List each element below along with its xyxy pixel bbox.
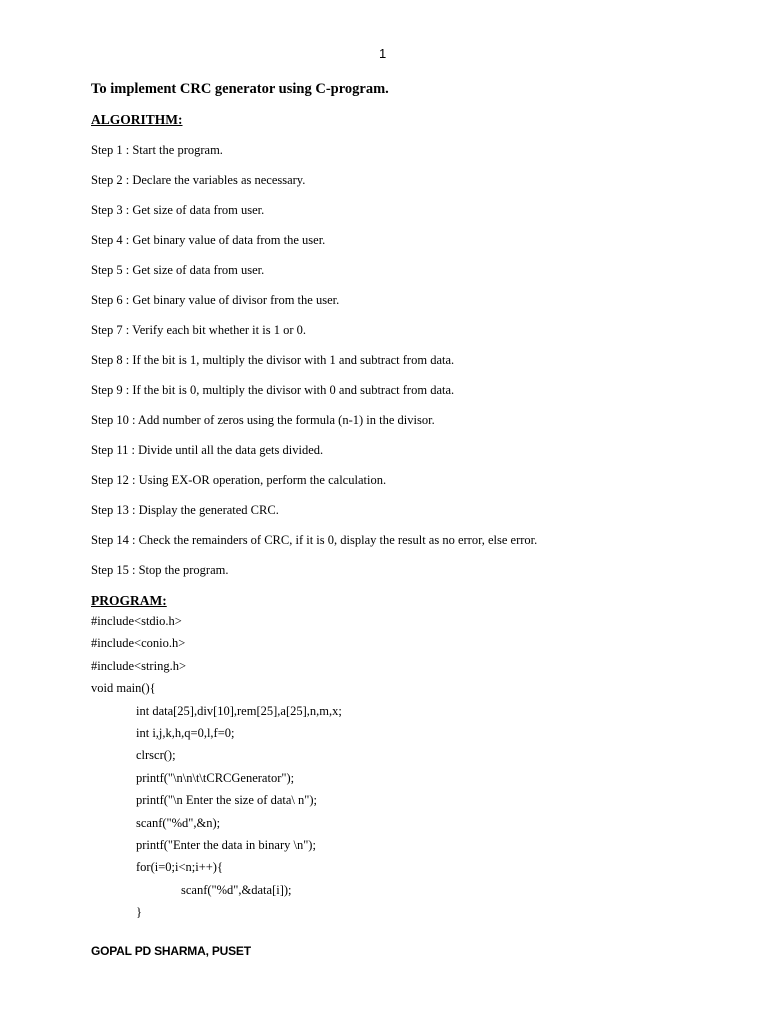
code-line-include-stdio: #include<stdio.h> (91, 614, 182, 628)
algorithm-step-11: Step 11 : Divide until all the data gets divided. (91, 443, 324, 457)
algorithm-step-9: Step 9 : If the bit is 0, multiply the divisor with 0 and subtract from data. (91, 383, 455, 397)
algorithm-step-15: Step 15 : Stop the program. (91, 563, 229, 577)
algorithm-step-3: Step 3 : Get size of data from user. (91, 203, 265, 217)
code-line-include-string: #include<string.h> (91, 658, 186, 673)
algorithm-heading-colon: : (178, 112, 183, 127)
algorithm-step-6: Step 6 : Get binary value of divisor from the user. (91, 293, 340, 307)
document-title: To implement CRC generator using C-program. (91, 81, 389, 97)
algorithm-heading (91, 112, 183, 128)
code-line-declare-ints: int i,j,k,h,q=0,l,f=0; (136, 725, 235, 740)
code-line-declare-arrays: int data[25],div[10],rem[25],a[25],n,m,x; (136, 703, 342, 718)
algorithm-steps-list (91, 143, 537, 593)
algorithm-step-2: Step 2 : Declare the variables as necessary. (91, 173, 306, 187)
algorithm-step-10: Step 10 : Add number of zeros using the formula (n-1) in the divisor. (91, 413, 435, 427)
code-line-printf-binary: printf("Enter the data in binary \n"); (136, 837, 316, 852)
code-line-main: void main(){ (91, 681, 156, 696)
algorithm-step-5: Step 5 : Get size of data from user. (91, 263, 265, 277)
algorithm-step-13: Step 13 : Display the generated CRC. (91, 503, 279, 517)
algorithm-step-1: Step 1 : Start the program. (91, 143, 223, 157)
code-line-printf-title: printf("\n\n\t\tCRCGenerator"); (136, 770, 295, 785)
code-line-printf-size: printf("\n Enter the size of data\ n"); (136, 793, 317, 808)
algorithm-step-8: Step 8 : If the bit is 1, multiply the divisor with 1 and subtract from data. (91, 353, 455, 367)
algorithm-step-7: Step 7 : Verify each bit whether it is 1 or 0. (91, 323, 307, 337)
algorithm-step-4: Step 4 : Get binary value of data from the user. (91, 233, 326, 247)
code-line-scanf-data: scanf("%d",&data[i]); (181, 882, 292, 897)
code-line-for-loop: for(i=0;i<n;i++){ (136, 860, 223, 875)
program-code-listing (91, 614, 342, 927)
page-number: 1 (379, 46, 387, 61)
program-heading: PROGRAM: (91, 593, 167, 608)
page-footer-author: GOPAL PD SHARMA, PUSET (91, 944, 251, 958)
algorithm-step-14: Step 14 : Check the remainders of CRC, if it is 0, display the result as no error, else error. (91, 533, 538, 547)
algorithm-step-12: Step 12 : Using EX-OR operation, perform the calculation. (91, 473, 387, 487)
code-line-scanf-size: scanf("%d",&n); (136, 815, 221, 830)
code-line-include-conio: #include<conio.h> (91, 636, 186, 651)
code-line-clrscr: clrscr(); (136, 748, 176, 763)
code-line-close-brace: } (136, 905, 142, 920)
algorithm-heading-text: ALGORITHM (91, 112, 179, 127)
